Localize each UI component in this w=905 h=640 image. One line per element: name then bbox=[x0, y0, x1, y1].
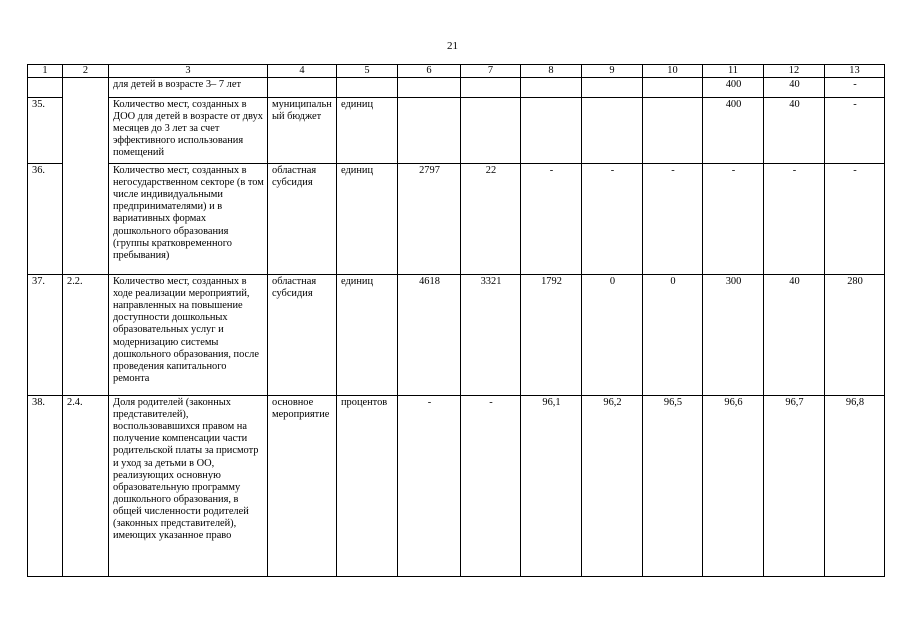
value-cell bbox=[643, 78, 703, 98]
unit: единиц bbox=[337, 164, 398, 275]
value-cell bbox=[521, 78, 582, 98]
unit: процентов bbox=[337, 396, 398, 577]
funding-source: муниципальный бюджет bbox=[268, 98, 337, 164]
value-cell bbox=[398, 78, 461, 98]
table-row bbox=[28, 396, 885, 577]
value-cell: 96,2 bbox=[582, 396, 643, 577]
unit bbox=[337, 78, 398, 98]
indicator-name: Количество мест, созданных в ходе реализации мероприятий, направленных на повышение доступности дошкольных образовательных услуг и модернизацию системы дошкольного образования, после проведения капитального ремонта bbox=[109, 275, 268, 396]
funding-source: областная субсидия bbox=[268, 164, 337, 275]
table-row bbox=[28, 78, 885, 98]
value-cell: - bbox=[825, 78, 885, 98]
value-cell: 40 bbox=[764, 275, 825, 396]
value-cell bbox=[398, 98, 461, 164]
value-cell: 0 bbox=[643, 275, 703, 396]
value-cell: 3321 bbox=[461, 275, 521, 396]
header-cell: 13 bbox=[825, 65, 885, 78]
row-number: 38. bbox=[28, 396, 63, 577]
header-cell: 5 bbox=[337, 65, 398, 78]
value-cell: 1792 bbox=[521, 275, 582, 396]
header-cell: 3 bbox=[109, 65, 268, 78]
value-cell: 96,7 bbox=[764, 396, 825, 577]
header-row bbox=[28, 65, 885, 78]
header-cell: 9 bbox=[582, 65, 643, 78]
table-row bbox=[28, 164, 885, 275]
table-row bbox=[28, 98, 885, 164]
value-cell bbox=[643, 98, 703, 164]
value-cell: - bbox=[764, 164, 825, 275]
header-cell: 6 bbox=[398, 65, 461, 78]
value-cell: 300 bbox=[703, 275, 764, 396]
page-number: 21 bbox=[447, 40, 458, 52]
row-number: 35. bbox=[28, 98, 63, 164]
header-cell: 10 bbox=[643, 65, 703, 78]
value-cell: 96,1 bbox=[521, 396, 582, 577]
header-cell: 7 bbox=[461, 65, 521, 78]
value-cell: - bbox=[703, 164, 764, 275]
value-cell: - bbox=[825, 98, 885, 164]
value-cell: 4618 bbox=[398, 275, 461, 396]
funding-source: областная субсидия bbox=[268, 275, 337, 396]
value-cell: 22 bbox=[461, 164, 521, 275]
value-cell bbox=[521, 98, 582, 164]
value-cell: 96,8 bbox=[825, 396, 885, 577]
indicator-name: Доля родителей (законных представителей), воспользовавшихся правом на получение компенсации части родительской платы за присмотр и уход за детьми в ОО, реализующих основную образовательную программу дошкольного образования, в общей численности родителей (законных представителей), имеющих указанное право bbox=[109, 396, 268, 577]
value-cell bbox=[582, 98, 643, 164]
value-cell bbox=[582, 78, 643, 98]
header-cell: 12 bbox=[764, 65, 825, 78]
unit: единиц bbox=[337, 98, 398, 164]
indicator-name: для детей в возрасте 3– 7 лет bbox=[109, 78, 268, 98]
header-cell: 11 bbox=[703, 65, 764, 78]
indicator-name: Количество мест, созданных в ДОО для детей в возрасте от двух месяцев до 3 лет за счет эффективного использования помещений bbox=[109, 98, 268, 164]
subprogram-code bbox=[63, 98, 109, 164]
row-number: 37. bbox=[28, 275, 63, 396]
subprogram-code bbox=[63, 78, 109, 98]
row-number: 36. bbox=[28, 164, 63, 275]
value-cell: 2797 bbox=[398, 164, 461, 275]
indicators-table bbox=[27, 64, 885, 577]
subprogram-code: 2.4. bbox=[63, 396, 109, 577]
value-cell: - bbox=[521, 164, 582, 275]
header-cell: 8 bbox=[521, 65, 582, 78]
funding-source bbox=[268, 78, 337, 98]
header-cell: 1 bbox=[28, 65, 63, 78]
value-cell: - bbox=[825, 164, 885, 275]
row-number bbox=[28, 78, 63, 98]
subprogram-code bbox=[63, 164, 109, 275]
unit: единиц bbox=[337, 275, 398, 396]
value-cell: 400 bbox=[703, 98, 764, 164]
value-cell: - bbox=[582, 164, 643, 275]
value-cell: 40 bbox=[764, 98, 825, 164]
header-cell: 2 bbox=[63, 65, 109, 78]
value-cell: - bbox=[398, 396, 461, 577]
value-cell bbox=[461, 78, 521, 98]
value-cell: 280 bbox=[825, 275, 885, 396]
value-cell: 40 bbox=[764, 78, 825, 98]
value-cell: 0 bbox=[582, 275, 643, 396]
value-cell: - bbox=[643, 164, 703, 275]
funding-source: основное мероприятие bbox=[268, 396, 337, 577]
subprogram-code: 2.2. bbox=[63, 275, 109, 396]
table-row bbox=[28, 275, 885, 396]
value-cell: 96,5 bbox=[643, 396, 703, 577]
header-cell: 4 bbox=[268, 65, 337, 78]
value-cell bbox=[461, 98, 521, 164]
value-cell: - bbox=[461, 396, 521, 577]
value-cell: 96,6 bbox=[703, 396, 764, 577]
indicator-name: Количество мест, созданных в негосударственном секторе (в том числе индивидуальными предпринимателями) и в вариативных формах дошкольного образования (группы кратковременного пребывания) bbox=[109, 164, 268, 275]
value-cell: 400 bbox=[703, 78, 764, 98]
